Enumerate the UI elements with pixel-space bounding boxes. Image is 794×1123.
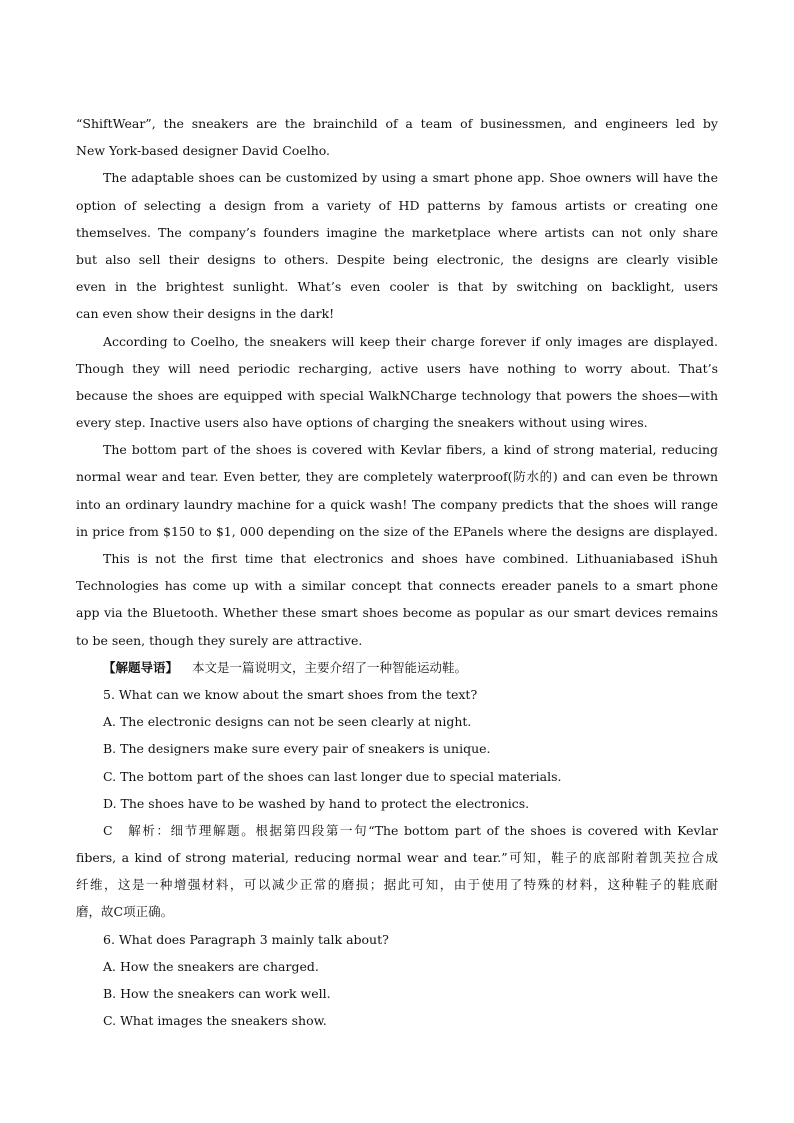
question-6 — [76, 926, 718, 1035]
text-line: fibers, a kind of strong material, reducing normal wear and tear.”可知，鞋子的底部附着凯芙拉合成 — [76, 850, 718, 866]
question-5 — [76, 681, 718, 817]
passage-paragraph-2 — [76, 164, 718, 327]
guide-tag: 【解题导语】 — [103, 659, 179, 675]
text-line: even in the brightest sunlight. What’s even cooler is that by switching on backlight, users — [76, 279, 718, 295]
passage-paragraph-4 — [76, 436, 718, 545]
text-line: because the shoes are equipped with special WalkNCharge technology that powers the shoes—with — [76, 387, 718, 403]
text-line: New York-based designer David Coelho. — [76, 143, 331, 159]
answer-analysis — [76, 817, 718, 926]
text-line: to be seen, though they surely are attractive. — [76, 632, 363, 648]
text-line: The adaptable shoes can be customized by using a smart phone app. Shoe owners will have the — [103, 170, 718, 186]
question-stem: 6. What does Paragraph 3 mainly talk about? — [103, 931, 389, 947]
option-b: B. The designers make sure every pair of sneakers is unique. — [103, 741, 491, 757]
text-line: “ShiftWear”, the sneakers are the brainchild of a team of businessmen, and engineers led by — [76, 116, 718, 131]
text-line: Though they will need periodic recharging, active users have nothing to worry about. That’s — [76, 360, 718, 376]
text-line: option of selecting a design from a variety of HD patterns by famous artists or creating one — [76, 197, 718, 213]
text-line: According to Coelho, the sneakers will keep their charge forever if only images are displayed. — [103, 333, 718, 349]
option-c: C. What images the sneakers show. — [103, 1013, 327, 1029]
text-line: app via the Bluetooth. Whether these smart shoes become as popular as our smart devices remains — [76, 605, 718, 621]
text-line: Technologies has come up with a similar concept that connects ereader panels to a smart phone — [76, 578, 718, 594]
text-line: normal wear and tear. Even better, they are completely waterproof(防水的) and can even be thrown — [76, 469, 718, 485]
text-line: can even show their designs in the dark! — [76, 306, 335, 322]
reading-guide — [76, 654, 718, 681]
text-line: every step. Inactive users also have options of charging the sneakers without using wires. — [76, 415, 648, 431]
text-line: 纤维，这是一种增强材料，可以减少正常的磨损；据此可知，由于使用了特殊的材料，这种鞋子的鞋底耐 — [76, 877, 718, 893]
text-line: C 解析：细节理解题。根据第四段第一句“The bottom part of the shoes is covered with Kevlar — [103, 822, 718, 838]
passage-paragraph-3 — [76, 328, 718, 437]
option-c: C. The bottom part of the shoes can last longer due to special materials. — [103, 768, 562, 784]
option-a: A. The electronic designs can not be seen clearly at night. — [103, 714, 472, 730]
text-line: themselves. The company’s founders imagine the marketplace where artists can not only share — [76, 224, 718, 240]
text-line: This is not the first time that electronics and shoes have combined. Lithuaniabased iShuh — [103, 551, 718, 566]
text-line: 磨，故C项正确。 — [76, 904, 174, 920]
document-page — [76, 110, 718, 1034]
passage-paragraph-5 — [76, 545, 718, 654]
option-d: D. The shoes have to be washed by hand to protect the electronics. — [103, 795, 530, 811]
text-line: into an ordinary laundry machine for a quick wash! The company predicts that the shoes will range — [76, 496, 718, 512]
text-line: but also sell their designs to others. Despite being electronic, the designs are clearly visible — [76, 251, 718, 267]
option-b: B. How the sneakers can work well. — [103, 986, 331, 1001]
passage-paragraph-1 — [76, 110, 718, 164]
guide-text: 本文是一篇说明文，主要介绍了一种智能运动鞋。 — [192, 659, 468, 675]
text-line: in price from $150 to $1, 000 depending on the size of the EPanels where the designs are displayed. — [76, 523, 718, 539]
text-line: The bottom part of the shoes is covered with Kevlar fibers, a kind of strong material, reducing — [103, 442, 718, 458]
option-a: A. How the sneakers are charged. — [103, 958, 319, 974]
question-stem: 5. What can we know about the smart shoes from the text? — [103, 686, 478, 702]
